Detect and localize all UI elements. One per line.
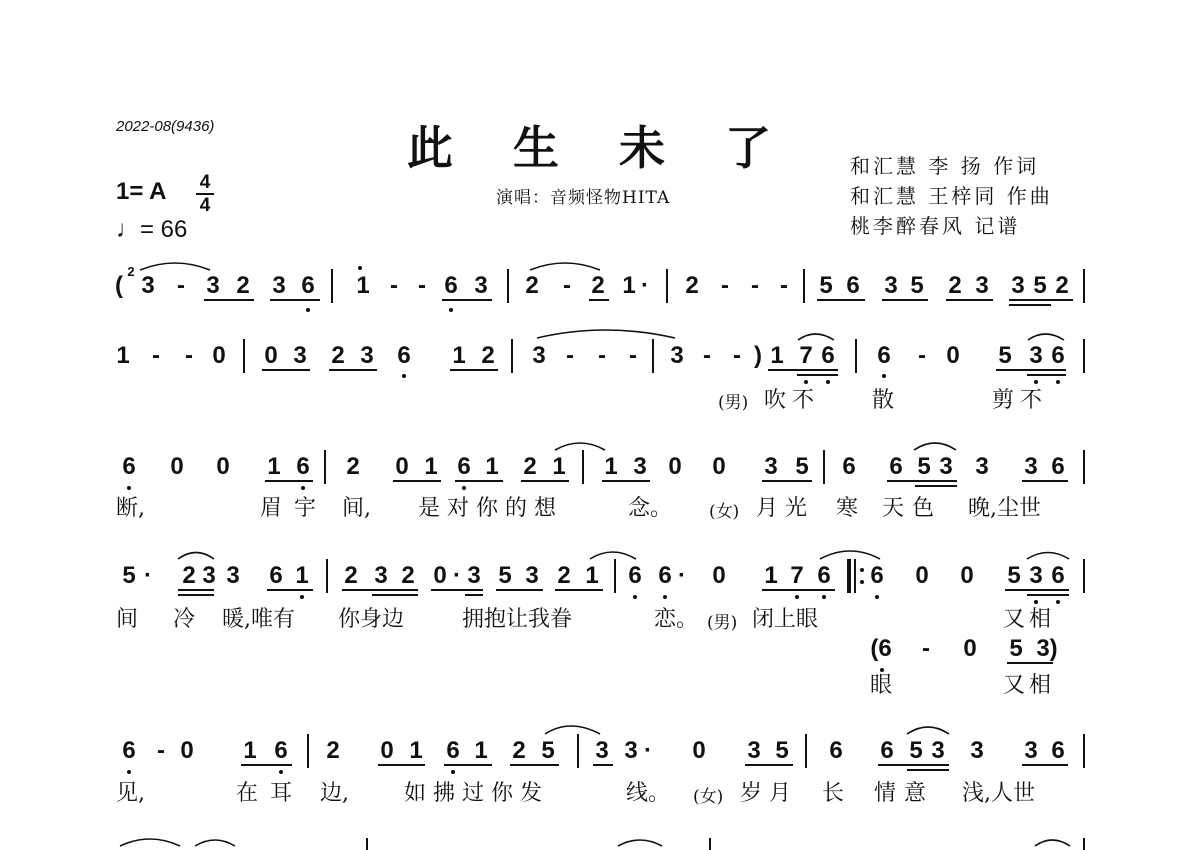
note: 0 xyxy=(712,453,726,480)
note: 0 xyxy=(216,453,230,480)
lyric: 线。 xyxy=(626,781,671,806)
note: 3 xyxy=(975,272,989,299)
note: 7 xyxy=(799,342,813,369)
note: - xyxy=(629,342,637,369)
note: 1 xyxy=(770,342,784,369)
lyric: 散 xyxy=(872,388,895,413)
note: 0 xyxy=(668,453,682,480)
slur xyxy=(820,551,880,559)
note: 6 xyxy=(829,737,843,764)
alt-lyric: 又相 xyxy=(1003,673,1056,698)
time-signature-bottom: 4 xyxy=(199,195,211,216)
note: 0 xyxy=(946,342,960,369)
note: 6 xyxy=(446,737,460,764)
singer-marker-male: (男) xyxy=(718,393,749,413)
note: 3 xyxy=(633,453,647,480)
note: 2 xyxy=(1055,272,1069,299)
note: - xyxy=(185,342,193,369)
lyric: 寒 xyxy=(836,496,859,521)
lyric: 见, xyxy=(116,781,145,806)
slur xyxy=(178,553,214,560)
note: 1 xyxy=(409,737,423,764)
note: - xyxy=(177,272,185,299)
note: 2 xyxy=(523,453,537,480)
note: 3 xyxy=(939,453,953,480)
note: 2 xyxy=(557,562,571,589)
note: 0 xyxy=(212,342,226,369)
note: 6 xyxy=(821,342,835,369)
note: 0 xyxy=(915,562,929,589)
slur xyxy=(907,727,949,734)
note: 5 xyxy=(541,737,555,764)
note: 5 xyxy=(910,272,924,299)
note: 6 xyxy=(658,562,672,589)
slur xyxy=(590,552,636,559)
note: 5 xyxy=(1033,272,1047,299)
note: 6 xyxy=(457,453,471,480)
note: 2 xyxy=(236,272,250,299)
note: 1 xyxy=(585,562,599,589)
note: 2 xyxy=(326,737,340,764)
note: 6 xyxy=(889,453,903,480)
note: 5 xyxy=(909,737,923,764)
note: - xyxy=(918,342,926,369)
note: 3 xyxy=(595,737,609,764)
note: 1 xyxy=(604,453,618,480)
note: ) xyxy=(754,342,762,369)
note: 5 xyxy=(775,737,789,764)
note: 0 xyxy=(712,562,726,589)
note: - xyxy=(566,342,574,369)
alt-lyric: 眼 xyxy=(870,673,893,698)
note: 3 xyxy=(532,342,546,369)
note: 2 xyxy=(685,272,699,299)
note: 1 xyxy=(424,453,438,480)
note: 6 xyxy=(817,562,831,589)
note: 6 xyxy=(628,562,642,589)
lyric: 闭上眼 xyxy=(752,607,819,632)
note: - xyxy=(733,342,741,369)
note: 3 xyxy=(226,562,240,589)
note: - xyxy=(157,737,165,764)
note: 3 xyxy=(975,453,989,480)
note: 6 xyxy=(444,272,458,299)
note: 3 xyxy=(206,272,220,299)
note: 6 xyxy=(301,272,315,299)
note: 3 xyxy=(1011,272,1025,299)
note: 2 xyxy=(346,453,360,480)
slur xyxy=(914,443,956,450)
note: 1 xyxy=(764,562,778,589)
lyric: 岁月 xyxy=(740,781,799,806)
lyric: 月光 xyxy=(756,496,815,521)
note: - xyxy=(418,272,426,299)
note: 0 xyxy=(180,737,194,764)
note: 2 xyxy=(344,562,358,589)
note: 2 xyxy=(591,272,605,299)
lyric: 天色 xyxy=(882,496,943,521)
note: 0 xyxy=(264,342,278,369)
slur xyxy=(1028,334,1064,340)
note: 3 xyxy=(884,272,898,299)
alt-note: 3) xyxy=(1036,635,1058,662)
lyric: 恋。 xyxy=(654,607,699,632)
note: 3 xyxy=(525,562,539,589)
note: 0 xyxy=(960,562,974,589)
transcriber-credit: 桃李醉春风 记谱 xyxy=(850,214,1021,238)
note: 2 xyxy=(512,737,526,764)
lyric: 念。 xyxy=(628,496,673,521)
note: 3 xyxy=(1029,342,1043,369)
note: 1 xyxy=(243,737,257,764)
note: 2 xyxy=(401,562,415,589)
lyric: 吹不 xyxy=(764,388,821,413)
dot-duration: · xyxy=(144,562,152,589)
lyric: 如拂过你发 xyxy=(404,781,550,806)
note: 6 xyxy=(877,342,891,369)
lyric: 晚,尘世 xyxy=(968,496,1041,521)
note: ( xyxy=(115,272,123,299)
singer-marker-female: (女) xyxy=(709,502,740,522)
note: 6 xyxy=(122,453,136,480)
slur xyxy=(555,443,605,450)
lyric: 浅,人世 xyxy=(962,781,1035,806)
lyric: 在耳 xyxy=(236,781,305,806)
lyric: 暖,唯有 xyxy=(222,607,295,632)
dot-duration: · xyxy=(678,562,686,589)
song-title: 此 生 未 了 xyxy=(406,121,794,175)
lyric: 情意 xyxy=(874,781,935,806)
note: 6 xyxy=(1051,562,1065,589)
note: 3 xyxy=(747,737,761,764)
note: 0 xyxy=(170,453,184,480)
note: - xyxy=(390,272,398,299)
note: 3 xyxy=(141,272,155,299)
quarter-note-icon: ♩ xyxy=(116,216,140,243)
note: 1 xyxy=(622,272,636,299)
alt-note: 0 xyxy=(963,635,977,662)
note: 2 xyxy=(948,272,962,299)
lyric: 剪不 xyxy=(992,388,1049,413)
alt-note: 5 xyxy=(1009,635,1023,662)
note: 5 xyxy=(917,453,931,480)
note: 6 xyxy=(296,453,310,480)
note: 1 xyxy=(474,737,488,764)
alt-note: (6 xyxy=(870,635,892,662)
slur xyxy=(618,840,662,846)
tempo-value: = 66 xyxy=(140,216,188,243)
note: 1 xyxy=(295,562,309,589)
lyric: 眉宇 xyxy=(260,496,329,521)
lyric: 是对你的想 xyxy=(418,496,564,521)
lyric: 长 xyxy=(822,781,845,806)
note: 5 xyxy=(819,272,833,299)
dot-duration: · xyxy=(641,272,649,299)
note: 6 xyxy=(269,562,283,589)
note: 3 xyxy=(202,562,216,589)
note: 3 xyxy=(970,737,984,764)
note: 5 xyxy=(1007,562,1021,589)
note: 1 xyxy=(552,453,566,480)
note: 0 xyxy=(395,453,409,480)
note: 6 xyxy=(870,562,884,589)
note: 2 xyxy=(182,562,196,589)
lyric: 边, xyxy=(320,781,349,806)
note: 5 xyxy=(998,342,1012,369)
dot-duration: · xyxy=(453,562,461,589)
note: 5 xyxy=(122,562,136,589)
note: 2 xyxy=(481,342,495,369)
note: 1 xyxy=(356,272,370,299)
time-signature-top: 4 xyxy=(199,172,211,193)
note: 3 xyxy=(1024,453,1038,480)
lyric: 间 xyxy=(116,607,139,632)
note: 6 xyxy=(122,737,136,764)
slur xyxy=(798,334,834,340)
note: 3 xyxy=(1024,737,1038,764)
note: 3 xyxy=(1029,562,1043,589)
note: 2 xyxy=(331,342,345,369)
lyric: 你身边 xyxy=(338,607,405,632)
note: 3 xyxy=(624,737,638,764)
note: 3 xyxy=(670,342,684,369)
note: 3 xyxy=(374,562,388,589)
note: - xyxy=(780,272,788,299)
note: 0 xyxy=(380,737,394,764)
note: 6 xyxy=(397,342,411,369)
alt-note: - xyxy=(922,635,930,662)
note: - xyxy=(703,342,711,369)
note: 3 xyxy=(931,737,945,764)
note: 3 xyxy=(293,342,307,369)
lyricist-credit: 和汇慧 李 扬 作词 xyxy=(850,154,1040,178)
note: 6 xyxy=(274,737,288,764)
singer-marker-male: (男) xyxy=(707,613,738,633)
note: 3 xyxy=(272,272,286,299)
slur xyxy=(140,263,210,270)
lyric: 间, xyxy=(342,496,371,521)
note: 3 xyxy=(474,272,488,299)
slur xyxy=(1035,840,1070,846)
singer-marker-female: (女) xyxy=(693,787,724,807)
lyric: 断, xyxy=(116,496,145,521)
note: 2 xyxy=(525,272,539,299)
note: 0 xyxy=(692,737,706,764)
note: 7 xyxy=(790,562,804,589)
score-serial-number: 2022-08(9436) xyxy=(116,118,215,135)
singer-credit: 演唱：音频怪物HITA xyxy=(496,188,671,208)
note: 5 xyxy=(498,562,512,589)
slur xyxy=(545,726,600,734)
note: - xyxy=(152,342,160,369)
note: - xyxy=(598,342,606,369)
note: 3 xyxy=(360,342,374,369)
note: 3 xyxy=(467,562,481,589)
lyric: 拥抱让我眷 xyxy=(462,607,573,632)
note: 6 xyxy=(842,453,856,480)
note: 5 xyxy=(795,453,809,480)
composer-credit: 和汇慧 王梓同 作曲 xyxy=(850,184,1053,208)
note: 0 xyxy=(433,562,447,589)
note: 1 xyxy=(267,453,281,480)
note: - xyxy=(721,272,729,299)
slur xyxy=(1027,553,1069,560)
slur xyxy=(195,840,235,846)
note: 6 xyxy=(846,272,860,299)
note: 6 xyxy=(1051,737,1065,764)
slur xyxy=(120,839,180,846)
note: 3 xyxy=(764,453,778,480)
note: - xyxy=(563,272,571,299)
dot-duration: · xyxy=(644,737,652,764)
note: 1 xyxy=(452,342,466,369)
note: - xyxy=(751,272,759,299)
note: 6 xyxy=(1051,453,1065,480)
note: 1 xyxy=(116,342,130,369)
slur xyxy=(537,330,675,338)
grace-note: 2 xyxy=(127,264,135,279)
key-signature: 1= A xyxy=(116,178,167,205)
note: 1 xyxy=(485,453,499,480)
note: 6 xyxy=(1051,342,1065,369)
lyric: 冷 xyxy=(173,607,196,632)
note: 6 xyxy=(880,737,894,764)
slur xyxy=(530,263,600,270)
lyric: 又相 xyxy=(1003,607,1056,632)
